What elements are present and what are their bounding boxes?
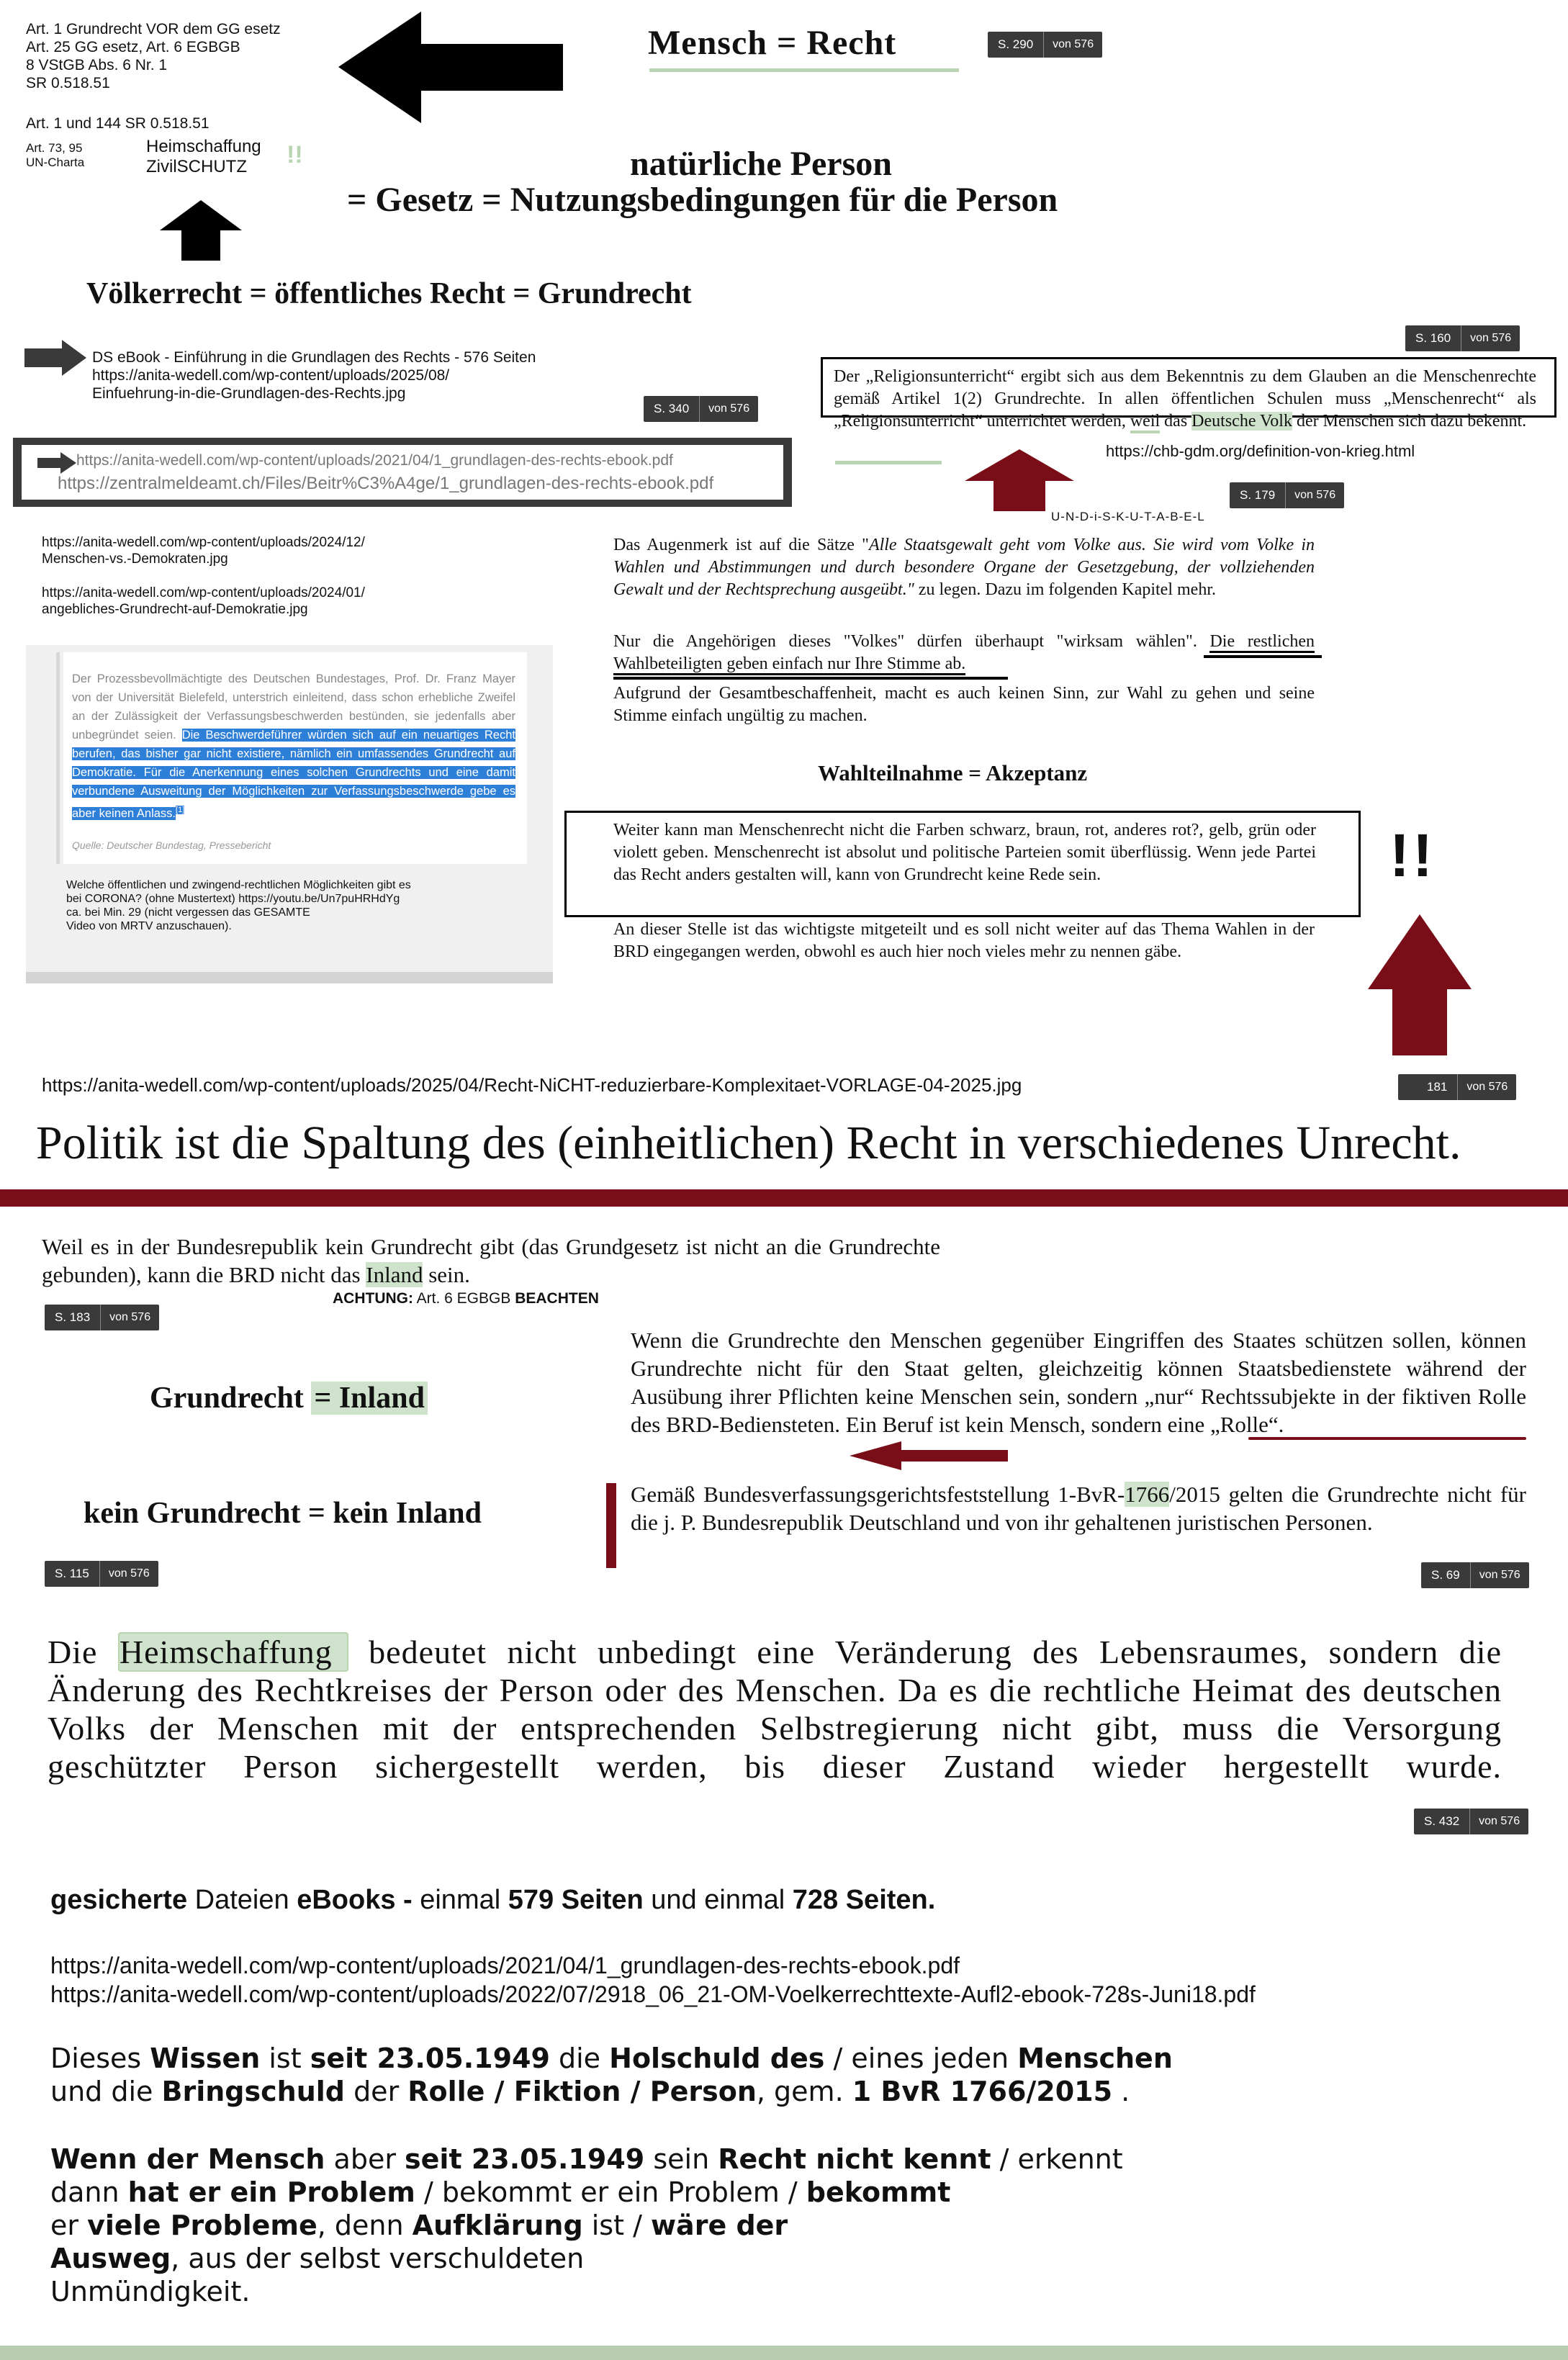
volk-a: Nur die Angehörigen dieses "Volkes" dürfen überhaupt "wirksam wählen". bbox=[613, 632, 1210, 651]
un-charta-ref bbox=[26, 141, 84, 170]
underline-mark bbox=[613, 677, 1008, 680]
gesichert-t1: Dateien bbox=[187, 1885, 297, 1915]
kennt-t: ist / bbox=[582, 2210, 651, 2241]
badge-total: von 576 bbox=[1479, 1815, 1520, 1827]
kennt-line-4 bbox=[50, 2242, 1123, 2275]
un-charta-label: UN-Charta bbox=[26, 156, 85, 169]
gemaess-paragraph bbox=[631, 1480, 1526, 1536]
kennt-b: viele Probleme bbox=[87, 2210, 317, 2241]
augenmerk-a: Das Augenmerk ist auf die Sätze " bbox=[613, 536, 869, 554]
pdf-link-2[interactable]: https://anita-wedell.com/wp-content/uploads/2022/07/2918_06_21-OM-Voelkerrechttexte-Aufl2-ebook-728s-Juni18.pdf bbox=[50, 1981, 1256, 2007]
wissen-b: 1 BvR 1766/2015 bbox=[852, 2076, 1113, 2107]
ref-line-4: SR 0.518.51 bbox=[26, 75, 110, 91]
un-charta-articles: Art. 73, 95 bbox=[26, 141, 83, 155]
page-badge-69 bbox=[1421, 1562, 1529, 1588]
url-box-link-2[interactable]: https://zentralmeldeamt.ch/Files/Beitr%C3%A4ge/1_grundlagen-des-rechts-ebook.pdf bbox=[58, 474, 714, 493]
bundesrepublik-b: sein. bbox=[423, 1262, 470, 1287]
kennt-b: Recht nicht kennt bbox=[718, 2143, 991, 2175]
kennt-b: bekommt bbox=[806, 2176, 951, 2208]
badge-page: S. 69 bbox=[1421, 1562, 1471, 1588]
inland-highlight: Inland bbox=[366, 1262, 423, 1287]
red-underline-mark bbox=[1248, 1437, 1526, 1440]
kennt-line-2 bbox=[50, 2176, 1123, 2209]
wissen-b: Bringschuld bbox=[161, 2076, 345, 2107]
ebook-url-2: Einfuehrung-in-die-Grundlagen-des-Rechts.jpg bbox=[92, 385, 406, 402]
grundrecht-word: Grundrecht bbox=[150, 1382, 312, 1415]
bundesrepublik-a: Weil es in der Bundesrepublik kein Grundrecht gibt (das Grundgesetz ist nicht an die Grundrechte gebunden), kann die BRD nicht das bbox=[42, 1234, 940, 1287]
badge-total: von 576 bbox=[1294, 489, 1336, 501]
grundrecht-inland-heading bbox=[150, 1381, 428, 1415]
arrow-right-icon bbox=[24, 340, 86, 376]
krieg-link[interactable]: https://chb-gdm.org/definition-von-krieg.html bbox=[1106, 442, 1415, 460]
gesichert-b1: gesicherte bbox=[50, 1885, 188, 1915]
page-badge-183 bbox=[45, 1305, 159, 1330]
badge-page: S. 115 bbox=[45, 1561, 100, 1587]
kennt-line-5: Unmündigkeit. bbox=[50, 2276, 251, 2307]
voelkerrecht-heading: Völkerrecht = öffentliches Recht = Grundrecht bbox=[86, 277, 692, 310]
badge-page: S. 432 bbox=[1414, 1809, 1470, 1834]
badge-total: von 576 bbox=[1466, 1081, 1508, 1093]
heimschaffung-ref bbox=[146, 137, 261, 177]
wissen-t: . bbox=[1112, 2076, 1130, 2107]
kennt-t: , aus der selbst verschuldeten bbox=[171, 2243, 585, 2274]
wissen-t: und die bbox=[50, 2076, 162, 2107]
kennt-b: seit 23.05.1949 bbox=[405, 2143, 645, 2175]
gesetz-heading: = Gesetz = Nutzungsbedingungen für die Person bbox=[347, 181, 1058, 219]
url-box-inner bbox=[22, 445, 783, 500]
gray-bar bbox=[26, 972, 553, 983]
kennt-b: hat er ein Problem bbox=[127, 2176, 415, 2208]
wissen-b: Rolle / Fiktion / Person bbox=[407, 2076, 757, 2107]
grundrechte-b: sondern eine „Rolle“. bbox=[1085, 1412, 1284, 1437]
wissen-t: / eines jeden bbox=[824, 2043, 1018, 2074]
wissen-t: , gem. bbox=[756, 2076, 852, 2107]
demokratie-link-2: angebliches-Grundrecht-auf-Demokratie.jpg bbox=[42, 602, 308, 617]
achtung-text: Art. 6 EGBGB bbox=[413, 1290, 515, 1307]
arrow-up-red-icon bbox=[1368, 914, 1472, 1055]
demokratie-link[interactable] bbox=[42, 585, 365, 618]
gemaess-b: /2015 gelten die Grundrechte nicht für die j. P. Bundesrepublik Deutschland und von ihr gehaltenen juristischen Personen. bbox=[631, 1482, 1526, 1535]
corona-note-2: bei CORONA? (ohne Mustertext) https://youtu.be/Un7puHRHdYg bbox=[66, 893, 400, 905]
arrow-right-icon bbox=[37, 452, 76, 474]
quote-text bbox=[72, 670, 515, 823]
red-divider bbox=[0, 1189, 1568, 1207]
volk-underlined: Die restlichen Wahlbeteiligten geben einfach nur Ihre Stimme ab. bbox=[613, 632, 1315, 675]
wissen-b: Holschuld des bbox=[609, 2043, 825, 2074]
religion-text-c: dazu bekennt. bbox=[1425, 412, 1527, 431]
title-underline bbox=[649, 68, 959, 72]
wissen-line-1 bbox=[50, 2042, 1173, 2075]
wissen-b: seit 23.05.1949 bbox=[310, 2043, 550, 2074]
green-exclaim: !! bbox=[287, 141, 303, 168]
badge-total: von 576 bbox=[108, 1567, 150, 1580]
page-badge-181 bbox=[1398, 1074, 1516, 1100]
kennt-b: Ausweg bbox=[50, 2243, 171, 2274]
corona-note bbox=[66, 878, 411, 933]
legal-references bbox=[26, 20, 281, 92]
page-title: Mensch = Recht bbox=[648, 24, 897, 62]
kennt-line-3 bbox=[50, 2209, 1123, 2242]
demokraten-link-2: Menschen-vs.-Demokraten.jpg bbox=[42, 551, 228, 567]
wissen-block bbox=[50, 2042, 1173, 2108]
augenmerk-paragraph bbox=[613, 534, 1315, 601]
green-underline-mark bbox=[835, 461, 942, 464]
corona-note-1: Welche öffentlichen und zwingend-rechtlichen Möglichkeiten gibt es bbox=[66, 879, 411, 891]
gemaess-a: Gemäß Bundesverfassungsgerichtsfeststellung 1-BvR- bbox=[631, 1482, 1125, 1507]
kennt-b: Aufklärung bbox=[412, 2210, 583, 2241]
page-badge-160 bbox=[1405, 325, 1520, 351]
quote-plain: Der Prozessbevollmächtigte des Deutschen Bundestages, Prof. Dr. Franz Mayer von der Universität Bielefeld, unterstrich einleitend, dass schon erhebliche Zweifel an der Zulässigkeit der Verfassungsbeschwerden bestünden, sie jedenfalls aber unbegründet seien. bbox=[72, 672, 515, 742]
ref-line-3: 8 VStGB Abs. 6 Nr. 1 bbox=[26, 57, 168, 73]
kennt-t: / erkennt bbox=[991, 2143, 1123, 2175]
kennt-b: wäre der bbox=[650, 2210, 788, 2241]
badge-page: 181 bbox=[1398, 1074, 1458, 1100]
ebook-title: DS eBook - Einführung in die Grundlagen des Rechts - 576 Seiten bbox=[92, 349, 536, 366]
kennt-line-1 bbox=[50, 2143, 1123, 2176]
badge-page: S. 290 bbox=[988, 32, 1044, 58]
farben-text: Weiter kann man Menschenrecht nicht die Farben schwarz, braun, rot, anderes rot?, gelb, grün oder violett geben. Menschenrecht ist absolut und politische Parteien somit überflüssig. Wenn jede Partei das Recht anders gestalten will, kann von Grundrecht keine Rede sein. bbox=[613, 821, 1316, 884]
aktenzeichen-highlight: 1766 bbox=[1125, 1482, 1170, 1507]
quote-source: Quelle: Deutscher Bundestag, Pressebericht bbox=[72, 839, 271, 851]
page-badge-340 bbox=[644, 396, 758, 422]
zivilschutz-label: ZivilSCHUTZ bbox=[146, 157, 247, 176]
augenmerk-b: zu legen. Dazu im folgenden Kapitel mehr. bbox=[914, 580, 1216, 599]
page-badge-115 bbox=[45, 1561, 158, 1587]
mensch-kennt-block bbox=[50, 2143, 1123, 2308]
ref-line-2: Art. 25 GG esetz, Art. 6 EGBGB bbox=[26, 39, 240, 55]
arrow-left-red-icon bbox=[850, 1441, 1008, 1470]
exclaim-marks: !! bbox=[1389, 821, 1436, 889]
quote-highlighted: Die Beschwerdeführer würden sich auf ein neuartiges Recht berufen, das bisher gar nicht existiere, nämlich ein umfassendes Grundrecht auf Demokratie. Für die Anerkennung eines solchen Grundrechts und eine damit verbundene Ausweitung der Möglichkeiten zur Verfassungsbeschwerde gebe es aber keinen Anlass. bbox=[72, 729, 515, 820]
corona-note-4: Video von MRTV anzuschauen). bbox=[66, 920, 232, 932]
wissen-line-2 bbox=[50, 2075, 1173, 2108]
kennt-b: Wenn der Mensch bbox=[50, 2143, 325, 2175]
augenmerk-quote: Alle Staatsgewalt geht vom Volke aus. Sie wird vom Volke in Wahlen und Abstimmungen und durch besondere Organe der Gesetzgebung, der vollziehenden Gewalt und der Rechtsprechung ausgeübt." bbox=[613, 536, 1315, 599]
green-footer-bar bbox=[0, 2346, 1568, 2360]
politik-heading: Politik ist die Spaltung des (einheitlichen) Recht in verschiedenes Unrecht. bbox=[36, 1117, 1461, 1169]
heimschaffung-a: Die bbox=[48, 1634, 118, 1670]
badge-page: S. 340 bbox=[644, 396, 700, 422]
gesichert-b2: eBooks - bbox=[297, 1885, 413, 1915]
gesichert-b4: 728 Seiten. bbox=[792, 1885, 936, 1915]
volk-paragraph bbox=[613, 631, 1315, 675]
abschluss-paragraph: An dieser Stelle ist das wichtigste mitgeteilt und es soll nicht weiter auf das Thema Wahlen in der BRD eingegangen werden, obwohl es auch hier noch vieles mehr zu nennen gäbe. bbox=[613, 920, 1315, 961]
page-badge-179 bbox=[1230, 482, 1344, 508]
beachten-label: BEACHTEN bbox=[515, 1290, 599, 1307]
undiskutabel-label: U-N-D-i-S-K-U-T-A-B-E-L bbox=[1051, 510, 1205, 523]
red-side-bar bbox=[606, 1483, 616, 1568]
ebook-reference bbox=[92, 348, 536, 402]
ref-line-1: Art. 1 Grundrecht VOR dem GG esetz bbox=[26, 21, 281, 37]
heimschaffung-highlight: Heimschaffung bbox=[118, 1632, 348, 1672]
natural-person-heading: natürliche Person bbox=[630, 145, 892, 183]
pdf-links bbox=[50, 1951, 1256, 2009]
gesichert-line bbox=[50, 1885, 935, 1916]
gesichert-t3: und einmal bbox=[643, 1885, 793, 1915]
bundesrepublik-paragraph bbox=[42, 1233, 940, 1289]
gesichert-b3: 579 Seiten bbox=[508, 1885, 644, 1915]
wahlteilnahme-heading: Wahlteilnahme = Akzeptanz bbox=[818, 760, 1088, 785]
wissen-t: der bbox=[344, 2076, 408, 2107]
badge-page: S. 179 bbox=[1230, 482, 1286, 508]
heimschaffung-b: bedeutet nicht unbedingt eine Veränderung des Lebensraumes, sondern die Änderung des Rechtkreises der Person oder des Menschen. Da es die rechtliche Heimat des deutschen Volks der Menschen mit der entsprechenden Selbstregierung nicht gibt, muss die Versorgung geschützter Person sichergestellt werden, bis dieser Zustand wieder hergestellt wurde. bbox=[48, 1634, 1502, 1785]
badge-page: S. 183 bbox=[45, 1305, 101, 1330]
gesamtbeschaffenheit-paragraph: Aufgrund der Gesamtbeschaffenheit, macht es auch keinen Sinn, zur Wahl zu gehen und seine Stimme einfach ungültig zu machen. bbox=[613, 684, 1315, 725]
beruf-underlined: Ein Beruf ist kein Mensch, bbox=[845, 1412, 1086, 1437]
wissen-b: Wissen bbox=[150, 2043, 261, 2074]
badge-total: von 576 bbox=[109, 1311, 151, 1323]
gesichert-t2: einmal bbox=[412, 1885, 508, 1915]
demokratie-link-1: https://anita-wedell.com/wp-content/uploads/2024/01/ bbox=[42, 585, 365, 600]
achtung-note bbox=[333, 1290, 599, 1307]
badge-page: S. 160 bbox=[1405, 325, 1461, 351]
pdf-link-1[interactable]: https://anita-wedell.com/wp-content/uploads/2021/04/1_grundlagen-des-rechts-ebook.pdf bbox=[50, 1953, 960, 1978]
wissen-t: die bbox=[549, 2043, 610, 2074]
kennt-t: / bekommt er ein Problem / bbox=[415, 2176, 806, 2208]
badge-total: von 576 bbox=[1053, 38, 1094, 50]
badge-total: von 576 bbox=[1470, 332, 1512, 344]
arrow-up-red-icon bbox=[965, 449, 1074, 511]
badge-total: von 576 bbox=[708, 402, 750, 415]
recht-url[interactable]: https://anita-wedell.com/wp-content/uploads/2025/04/Recht-NiCHT-reduzierbare-Komplexitaet-VORLAGE-04-2025.jpg bbox=[42, 1074, 1022, 1096]
kennt-t: er bbox=[50, 2210, 88, 2241]
achtung-label: ACHTUNG: bbox=[333, 1290, 413, 1307]
kennt-t: dann bbox=[50, 2176, 128, 2208]
religion-text bbox=[834, 366, 1536, 433]
religion-sich: sich bbox=[1398, 412, 1426, 431]
kennt-t: sein bbox=[644, 2143, 718, 2175]
page-badge-432 bbox=[1414, 1809, 1528, 1834]
inland-equation-highlight: = Inland bbox=[311, 1382, 428, 1415]
page-badge-290 bbox=[988, 32, 1102, 58]
corona-note-3: ca. bei Min. 29 (nicht vergessen das GESAMTE bbox=[66, 906, 310, 919]
badge-total: von 576 bbox=[1479, 1569, 1520, 1581]
ebook-url-1: https://anita-wedell.com/wp-content/uploads/2025/08/ bbox=[92, 367, 450, 384]
demokraten-link-1: https://anita-wedell.com/wp-content/uploads/2024/12/ bbox=[42, 535, 365, 550]
grundrechte-a: Wenn die Grundrechte den Menschen gegenüber Eingriffen des Staates schützen sollen, können Grundrechte nicht für den Staat gelten, gleichzeitig können Staatsbedienstete während der Ausübung ihrer Pflichten keine Menschen sein, sondern „nur“ Rechtssubjekte in der fiktiven Rolle des BRD-Bediensteten. bbox=[631, 1328, 1526, 1437]
religion-text-b: der Menschen bbox=[1292, 412, 1399, 431]
wissen-t: Dieses bbox=[50, 2043, 150, 2074]
ref-line-5: Art. 1 und 144 SR 0.518.51 bbox=[26, 115, 209, 132]
religion-text-a: Der „Religionsunterricht“ ergibt sich aus dem Bekenntnis zu dem Glauben an die Menschenrechte gemäß Artikel 1(2) Grundrechte. In allen öffentlichen Schulen muss „Menschenrecht“ als „Religionsunterricht“ unterrichtet werden, bbox=[834, 367, 1536, 431]
url-box-link-1[interactable]: https://anita-wedell.com/wp-content/uploads/2021/04/1_grundlagen-des-rechts-ebook.pdf bbox=[76, 452, 673, 469]
demokraten-link[interactable] bbox=[42, 534, 365, 567]
url-box bbox=[13, 438, 792, 507]
quote-card-bar bbox=[56, 652, 60, 864]
arrow-left-icon bbox=[338, 12, 569, 123]
kennt-t: aber bbox=[325, 2143, 405, 2175]
quote-footnote: [1] bbox=[176, 806, 185, 814]
deutsche-volk-highlight: Deutsche Volk bbox=[1191, 412, 1292, 431]
heimschaffung-paragraph bbox=[48, 1633, 1502, 1785]
religion-weil: weil bbox=[1130, 412, 1160, 433]
grundrechte-paragraph bbox=[631, 1326, 1526, 1438]
underline-mark bbox=[1204, 655, 1322, 658]
wissen-b: Menschen bbox=[1017, 2043, 1173, 2074]
kennt-t: , denn bbox=[317, 2210, 413, 2241]
religion-das: das bbox=[1160, 412, 1192, 431]
wissen-t: ist bbox=[260, 2043, 310, 2074]
heimschaffung-label: Heimschaffung bbox=[146, 137, 261, 156]
kein-grundrecht-heading: kein Grundrecht = kein Inland bbox=[84, 1497, 482, 1530]
arrow-up-icon bbox=[160, 200, 242, 261]
